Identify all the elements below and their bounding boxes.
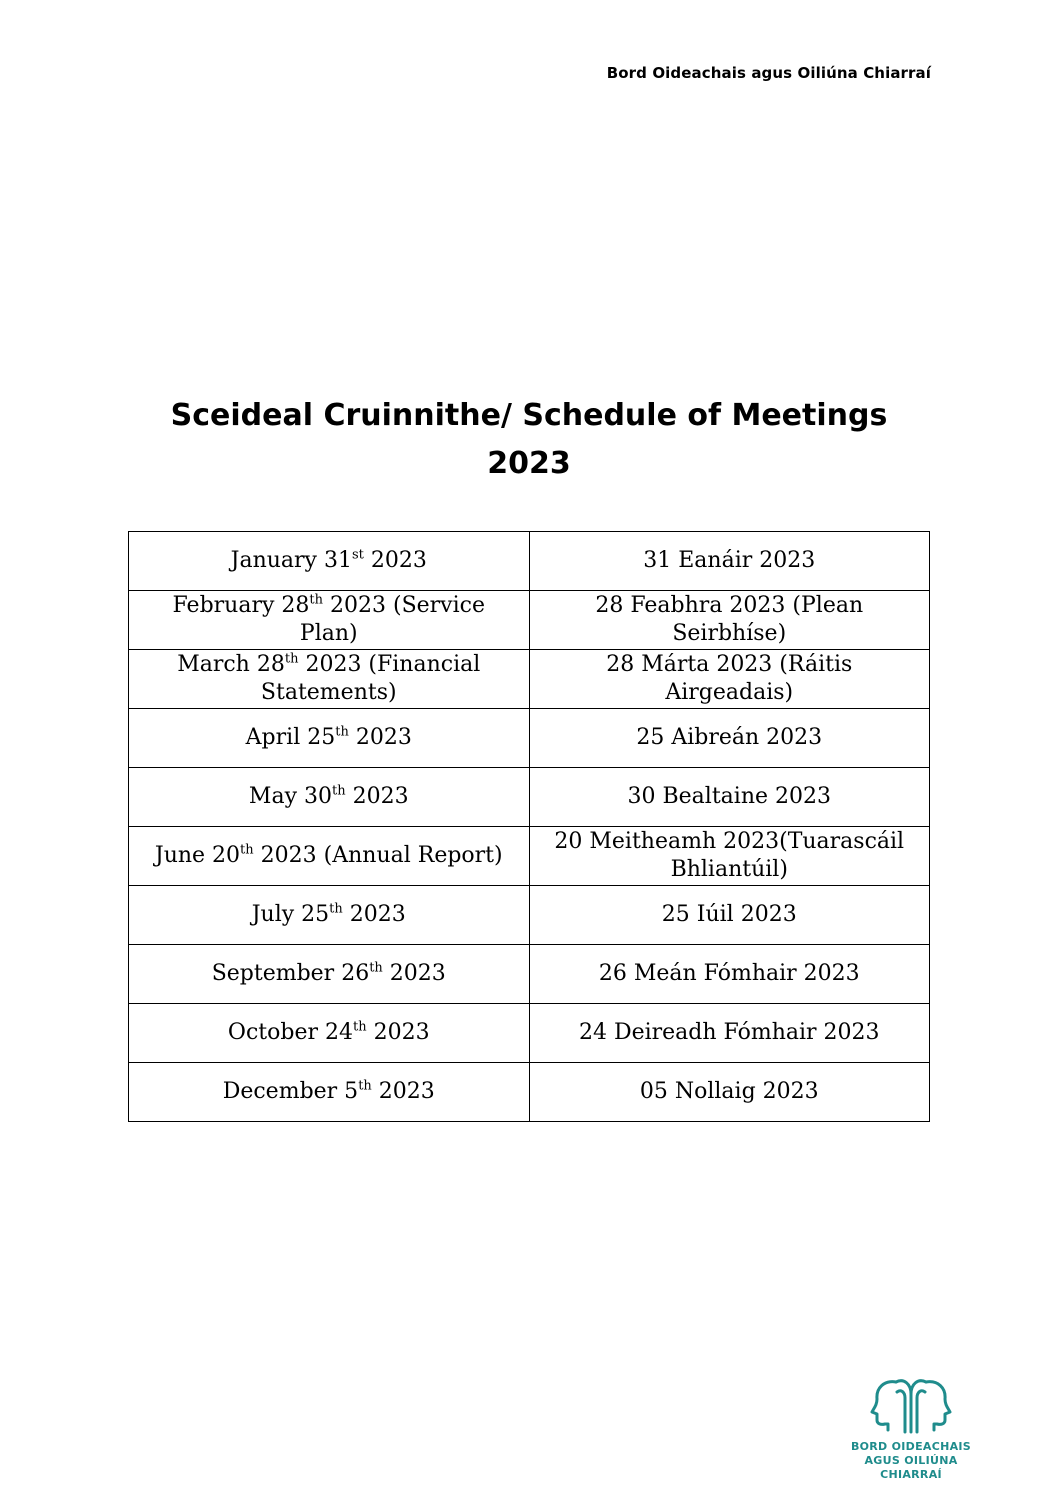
irish-date-cell: 26 Meán Fómhair 2023 — [529, 945, 930, 1004]
table-row — [129, 650, 930, 709]
english-date-cell: December 5th 2023 — [129, 1063, 530, 1122]
english-date-cell: April 25th 2023 — [129, 709, 530, 768]
table-row — [129, 1063, 930, 1122]
table-row — [129, 1004, 930, 1063]
organization-logo — [836, 1372, 986, 1497]
page-title — [0, 392, 1058, 488]
irish-date-cell: 30 Bealtaine 2023 — [529, 768, 930, 827]
english-date-cell: September 26th 2023 — [129, 945, 530, 1004]
table-row — [129, 709, 930, 768]
english-date-cell: July 25th 2023 — [129, 886, 530, 945]
english-date-cell: May 30th 2023 — [129, 768, 530, 827]
logo-text-line-2: AGUS OILIÚNA CHIARRAÍ — [864, 1454, 958, 1481]
english-date-cell: March 28th 2023 (Financial Statements) — [129, 650, 530, 709]
logo-text-line-1: BORD OIDEACHAIS — [850, 1440, 972, 1453]
english-date-cell: January 31st 2023 — [129, 532, 530, 591]
table-row — [129, 532, 930, 591]
organization-header: Bord Oideachais agus Oiliúna Chiarraí — [606, 64, 931, 82]
english-date-cell: October 24th 2023 — [129, 1004, 530, 1063]
logo-text — [836, 1440, 986, 1482]
table-row — [129, 827, 930, 886]
meetings-table — [128, 531, 930, 1122]
title-line-1: Sceideal Cruinnithe/ Schedule of Meetings — [170, 398, 888, 433]
table-row — [129, 591, 930, 650]
english-date-cell: June 20th 2023 (Annual Report) — [129, 827, 530, 886]
table-row — [129, 886, 930, 945]
tree-heads-logo-icon — [868, 1372, 954, 1434]
irish-date-cell: 05 Nollaig 2023 — [529, 1063, 930, 1122]
irish-date-cell: 20 Meitheamh 2023(Tuarascáil Bhliantúil) — [529, 827, 930, 886]
english-date-cell: February 28th 2023 (Service Plan) — [129, 591, 530, 650]
irish-date-cell: 28 Márta 2023 (Ráitis Airgeadais) — [529, 650, 930, 709]
title-line-2: 2023 — [487, 446, 571, 481]
irish-date-cell: 25 Aibreán 2023 — [529, 709, 930, 768]
table-row — [129, 945, 930, 1004]
irish-date-cell: 28 Feabhra 2023 (Plean Seirbhíse) — [529, 591, 930, 650]
table-row — [129, 768, 930, 827]
irish-date-cell: 25 Iúil 2023 — [529, 886, 930, 945]
irish-date-cell: 31 Eanáir 2023 — [529, 532, 930, 591]
irish-date-cell: 24 Deireadh Fómhair 2023 — [529, 1004, 930, 1063]
